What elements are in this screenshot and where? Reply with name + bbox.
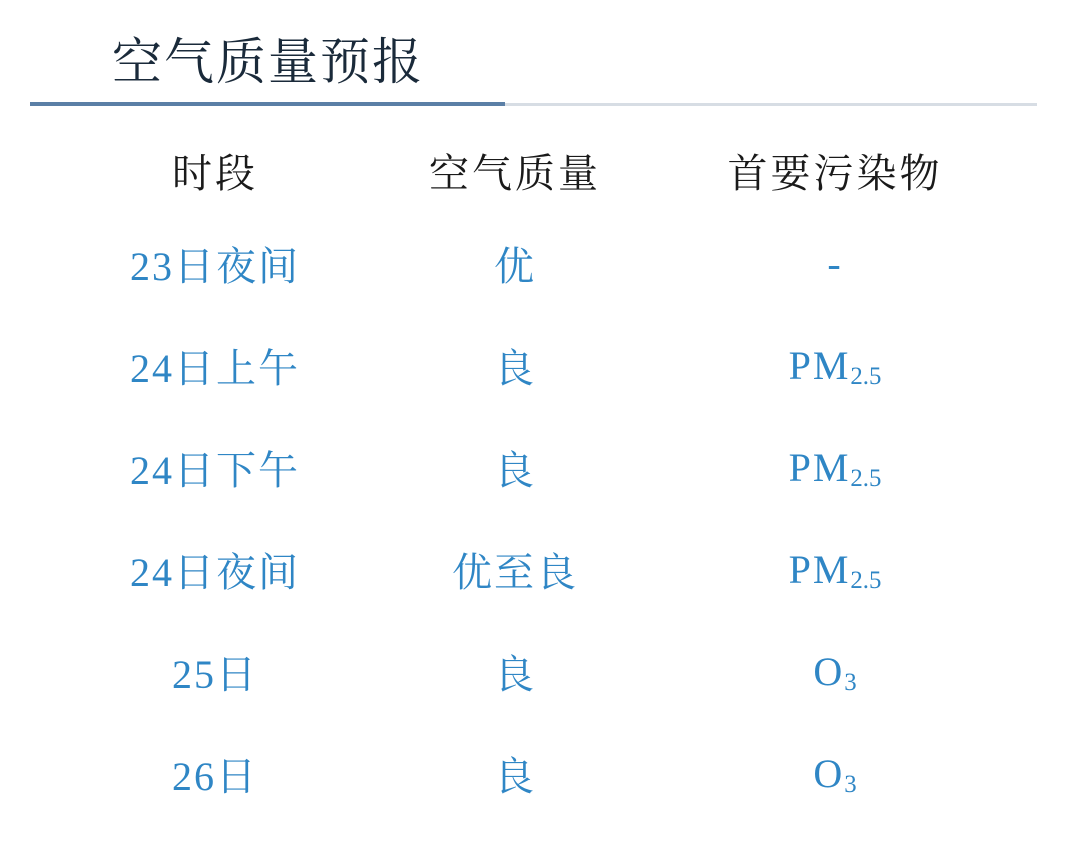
cell-pollutant <box>660 722 1010 824</box>
table-row <box>60 620 1010 722</box>
cell-pollutant <box>660 416 1010 518</box>
pollutant-subscript: 3 <box>844 770 857 798</box>
cell-period: 24日下午 <box>130 447 300 493</box>
pollutant-subscript: 2.5 <box>850 464 882 492</box>
cell-pollutant <box>660 212 1010 314</box>
table-row <box>60 416 1010 518</box>
pollutant-name: PM <box>788 342 851 388</box>
table-row <box>60 722 1010 824</box>
cell-period: 25日 <box>172 651 258 697</box>
cell-period: 24日上午 <box>130 345 300 391</box>
pollutant-subscript: 3 <box>844 668 857 696</box>
table-header-row <box>60 128 1010 212</box>
cell-pollutant <box>660 620 1010 722</box>
cell-quality: 良 <box>494 447 536 493</box>
cell-pollutant <box>660 314 1010 416</box>
cell-quality: 良 <box>494 651 536 697</box>
pollutant-name: PM <box>788 546 851 592</box>
cell-period: 24日夜间 <box>130 549 300 595</box>
column-header-quality: 空气质量 <box>429 150 601 196</box>
table-row <box>60 212 1010 314</box>
cell-quality: 优 <box>494 243 536 289</box>
table-row <box>60 518 1010 620</box>
air-quality-forecast-table <box>60 128 1010 824</box>
pollutant-name: - <box>827 240 843 286</box>
column-header-pollutant: 首要污染物 <box>727 150 943 196</box>
pollutant-subscript: 2.5 <box>850 362 882 390</box>
title-divider-accent <box>30 102 505 106</box>
cell-quality: 良 <box>494 753 536 799</box>
cell-period: 26日 <box>172 753 258 799</box>
cell-quality: 优至良 <box>452 549 578 595</box>
column-header-period: 时段 <box>172 150 258 196</box>
pollutant-name: PM <box>788 444 851 490</box>
table-row <box>60 314 1010 416</box>
pollutant-name: O <box>813 648 845 694</box>
cell-pollutant <box>660 518 1010 620</box>
cell-period: 23日夜间 <box>130 243 300 289</box>
cell-quality: 良 <box>494 345 536 391</box>
page-title: 空气质量预报 <box>112 34 424 90</box>
pollutant-subscript: 2.5 <box>850 566 882 594</box>
pollutant-name: O <box>813 750 845 796</box>
